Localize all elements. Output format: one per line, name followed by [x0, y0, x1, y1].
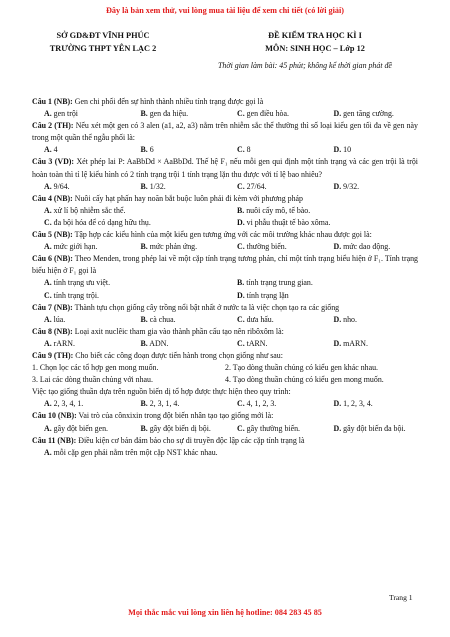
option-text: 6 — [149, 145, 154, 155]
option-letter: A. — [44, 399, 52, 409]
option-text: cà chua. — [149, 314, 176, 324]
option-text: ADN. — [149, 338, 169, 348]
question-label: Câu 9 (TH): — [32, 350, 74, 360]
option-letter: C. — [237, 314, 245, 324]
answer-option — [225, 144, 322, 156]
answer-option — [225, 277, 418, 289]
option-letter: B. — [237, 205, 245, 215]
options-row — [32, 181, 418, 193]
question-text — [32, 96, 418, 108]
answer-option — [225, 290, 418, 302]
question-followup: Việc tạo giống thuần dựa trên nguồn biến dị tổ hợp được thực hiện theo quy trình: — [32, 387, 291, 397]
option-letter: C. — [237, 423, 245, 433]
option-letter: C. — [44, 217, 52, 227]
option-text: mARN. — [343, 338, 368, 348]
question-body: Tập hợp các kiểu hình của một kiểu gen tương ứng với các môi trường khác nhau được gọi là: — [72, 230, 372, 240]
option-letter: A. — [44, 338, 52, 348]
preview-banner: Đây là bản xem thử, vui lòng mua tài liệu để xem chi tiết (có lời giải) — [105, 6, 344, 15]
answer-option — [129, 108, 226, 120]
exam-title: ĐỀ KIỂM TRA HỌC KÌ I — [268, 31, 362, 40]
sub-statement: 2. Tạo dòng thuần chủng có kiểu gen khác nhau. — [225, 363, 379, 373]
option-text: gây đột biến gen. — [53, 423, 109, 433]
option-letter: D. — [333, 423, 342, 433]
answer-option — [32, 144, 129, 156]
option-letter: D. — [333, 181, 342, 191]
answer-option — [225, 398, 322, 410]
answer-option — [32, 181, 129, 193]
sub-statement: 1. Chọn lọc các tổ hợp gen mong muốn. — [32, 363, 159, 373]
question-text — [32, 326, 418, 338]
option-text: mức phản ứng. — [149, 242, 198, 252]
option-text: dưa hấu. — [246, 314, 274, 324]
option-letter: A. — [44, 181, 52, 191]
option-text: gen điều hòa. — [246, 109, 289, 119]
option-letter: B. — [140, 423, 148, 433]
question-body: Điều kiện cơ bản đảm bảo cho sự di truyền độc lập các cặp tính trạng là — [76, 435, 305, 445]
option-letter: A. — [44, 447, 52, 457]
answer-option — [225, 205, 418, 217]
answer-option — [129, 314, 226, 326]
question-body: Loại axit nuclêic tham gia vào thành phần cấu tạo nên ribôxôm là: — [72, 326, 284, 336]
question-list — [32, 96, 418, 459]
options-row — [32, 338, 418, 350]
answer-option — [32, 241, 129, 253]
option-letter: A. — [44, 314, 52, 324]
option-text: 9/32. — [343, 181, 360, 191]
option-letter: B. — [140, 181, 148, 191]
option-text: 8 — [246, 145, 251, 155]
answer-option — [129, 398, 226, 410]
option-letter: C. — [237, 181, 245, 191]
options-row — [32, 423, 418, 435]
question-body: Nuôi cấy hạt phấn hay noãn bắt buộc luôn phải đi kèm với phương pháp — [72, 193, 304, 203]
answer-option — [32, 290, 225, 302]
options-row — [32, 290, 418, 302]
exam-subject: MÔN: SINH HỌC – Lớp 12 — [265, 43, 365, 53]
option-letter: B. — [140, 399, 148, 409]
question-text — [32, 350, 418, 362]
question-text — [32, 302, 418, 314]
option-letter: A. — [44, 278, 52, 288]
option-text: gây thường biến. — [246, 423, 301, 433]
answer-option — [322, 398, 419, 410]
question-label: Câu 4 (NB): — [32, 193, 73, 203]
options-row — [32, 144, 418, 156]
option-text: nuôi cấy mô, tế bào. — [246, 205, 311, 215]
option-text: 2, 3, 4, 1. — [53, 399, 84, 409]
question-label: Câu 11 (NB): — [32, 435, 77, 445]
question-body: Thành tựu chọn giống cây trồng nổi bật nhất ở nước ta là việc chọn tạo ra các giống — [72, 302, 340, 312]
option-text: rARN. — [53, 338, 75, 348]
options-row — [32, 205, 418, 217]
options-row — [32, 277, 418, 289]
options-row — [32, 241, 418, 253]
answer-option — [129, 144, 226, 156]
option-letter: C. — [237, 109, 245, 119]
option-letter: C. — [44, 290, 52, 300]
option-text: tính trạng trội. — [53, 290, 100, 300]
exam-header — [210, 30, 420, 55]
question-label: Câu 6 (NB): — [32, 254, 73, 264]
option-letter: C. — [237, 399, 245, 409]
answer-option — [225, 108, 322, 120]
answer-option — [32, 338, 129, 350]
answer-option — [225, 241, 322, 253]
question-text — [32, 435, 418, 447]
answer-option — [225, 217, 418, 229]
option-letter: B. — [140, 338, 148, 348]
option-text: mức giới hạn. — [53, 242, 98, 252]
sub-statement: 4. Tạo dòng thuần chủng có kiểu gen mong muốn. — [225, 375, 384, 385]
sub-row — [32, 374, 418, 386]
question-body: Xét phép lai P: AaBbDd × AaBbDd. Thế hệ F₁ nếu mỗi gen qui định một tính trạng và các gen trội là trội hoàn toàn thì tỉ lệ kiểu hình có 2 tính trạng trội 1 tính trạng lặn thu được với tỉ lệ bao nhiêu? — [32, 157, 419, 179]
question-text — [32, 120, 418, 144]
answer-option — [322, 314, 419, 326]
option-text: 2, 3, 1, 4. — [149, 399, 180, 409]
option-letter: D. — [333, 338, 342, 348]
answer-option — [322, 108, 419, 120]
answer-option — [32, 423, 129, 435]
option-text: tính trạng ưu việt. — [53, 278, 111, 288]
option-text: xử lí bộ nhiễm sắc thể. — [53, 205, 126, 215]
option-letter: B. — [140, 314, 148, 324]
department-name: SỞ GD&ĐT VĨNH PHÚC — [56, 31, 150, 40]
option-letter: D. — [333, 109, 342, 119]
option-text: 4 — [53, 145, 58, 155]
option-text: tính trạng trung gian. — [246, 278, 313, 288]
option-text: 1, 2, 3, 4. — [343, 399, 373, 409]
answer-option — [32, 217, 225, 229]
question-text — [32, 253, 418, 277]
option-letter: A. — [44, 109, 52, 119]
option-letter: C. — [237, 242, 245, 252]
option-text: gen trội — [53, 109, 78, 119]
option-letter: A. — [44, 145, 52, 155]
answer-option — [32, 447, 418, 459]
option-letter: B. — [140, 145, 148, 155]
option-text: 27/64. — [246, 181, 267, 191]
question-label: Câu 5 (NB): — [32, 230, 73, 240]
option-text: mỗi cặp gen phải nằm trên một cặp NST khác nhau. — [53, 447, 218, 457]
option-letter: D. — [333, 314, 342, 324]
question-label: Câu 3 (VD): — [32, 157, 75, 167]
answer-option — [129, 181, 226, 193]
answer-option — [225, 423, 322, 435]
option-text: gen đa hiệu. — [149, 109, 189, 119]
question-body: Gen chi phối đến sự hình thành nhiều tính trạng được gọi là — [72, 97, 264, 106]
sub-statement: 3. Lai các dòng thuần chủng với nhau. — [32, 375, 153, 385]
question-text — [32, 229, 418, 241]
answer-option — [129, 423, 226, 435]
option-text: thường biến. — [246, 242, 287, 252]
option-text: 10 — [343, 145, 352, 155]
option-text: gây đột biến đa bội. — [343, 423, 406, 433]
option-text: tARN. — [246, 338, 268, 348]
time-note: Thời gian làm bài: 45 phút; không kể thời gian phát đề — [218, 61, 392, 70]
school-header — [18, 30, 188, 55]
question-label: Câu 1 (NB): — [32, 97, 73, 106]
question-body: Nếu xét một gen có 3 alen (a1, a2, a3) nằm trên nhiễm sắc thể thường thì số loại kiểu gen tối đa về gen này trong một quần thể ngẫu phối là: — [32, 121, 418, 143]
option-text: mức dao động. — [343, 242, 391, 252]
sub-row — [32, 362, 418, 374]
option-text: gen tăng cường. — [343, 109, 394, 119]
option-letter: D. — [333, 145, 342, 155]
answer-option — [322, 423, 419, 435]
answer-option — [225, 338, 322, 350]
option-letter: A. — [44, 242, 52, 252]
answer-option — [129, 338, 226, 350]
option-text: tính trạng lặn — [246, 290, 289, 300]
answer-option — [322, 338, 419, 350]
option-text: vi phẫu thuật tế bào xôma. — [246, 217, 331, 227]
option-letter: A. — [44, 423, 52, 433]
options-row — [32, 314, 418, 326]
options-row — [32, 217, 418, 229]
question-body: Theo Menden, trong phép lai về một cặp tính trạng tương phản, chỉ một tính trạng biểu hiện ở F₁. Tính trạng biểu hiện ở F₁ gọi là — [32, 254, 418, 276]
option-text: gây đột biến dị bội. — [149, 423, 211, 433]
page-number: Trang 1 — [389, 593, 413, 602]
answer-option — [32, 108, 129, 120]
option-letter: B. — [237, 278, 245, 288]
answer-option — [32, 277, 225, 289]
option-text: 4, 1, 2, 3. — [246, 399, 277, 409]
answer-option — [32, 314, 129, 326]
option-letter: D. — [237, 290, 245, 300]
option-letter: D. — [333, 242, 342, 252]
options-row — [32, 447, 418, 459]
hotline-banner: Mọi thắc mắc vui lòng xin liên hệ hotline: 084 283 45 85 — [128, 608, 322, 617]
question-body: Cho biết các công đoạn được tiến hành trong chọn giống như sau: — [73, 350, 283, 360]
question-text — [32, 410, 418, 422]
answer-option — [32, 398, 129, 410]
question-text — [32, 193, 418, 205]
answer-option — [322, 181, 419, 193]
question-text — [32, 156, 418, 180]
question-body: Vai trò của cônxixin trong đột biến nhân tạo tạo giống mới là: — [76, 411, 274, 421]
answer-option — [225, 181, 322, 193]
option-letter: D. — [333, 399, 342, 409]
option-letter: C. — [237, 338, 245, 348]
option-text: 9/64. — [53, 181, 70, 191]
school-name: TRƯỜNG THPT YÊN LẠC 2 — [49, 43, 157, 53]
options-row — [32, 398, 418, 410]
question-label: Câu 10 (NB): — [32, 411, 77, 421]
question-label: Câu 8 (NB): — [32, 326, 73, 336]
answer-option — [322, 241, 419, 253]
question-label: Câu 7 (NB): — [32, 302, 73, 312]
option-letter: C. — [237, 145, 245, 155]
answer-option — [225, 314, 322, 326]
answer-option — [32, 205, 225, 217]
option-text: đa bội hóa để có dạng hữu thụ. — [53, 217, 151, 227]
answer-option — [129, 241, 226, 253]
option-text: nho. — [343, 314, 357, 324]
options-row — [32, 108, 418, 120]
option-letter: D. — [237, 217, 245, 227]
option-text: 1/32. — [149, 181, 166, 191]
question-label: Câu 2 (TH): — [32, 121, 74, 131]
option-text: lúa. — [53, 314, 66, 324]
answer-option — [322, 144, 419, 156]
option-letter: B. — [140, 109, 148, 119]
option-letter: A. — [44, 205, 52, 215]
option-letter: B. — [140, 242, 148, 252]
